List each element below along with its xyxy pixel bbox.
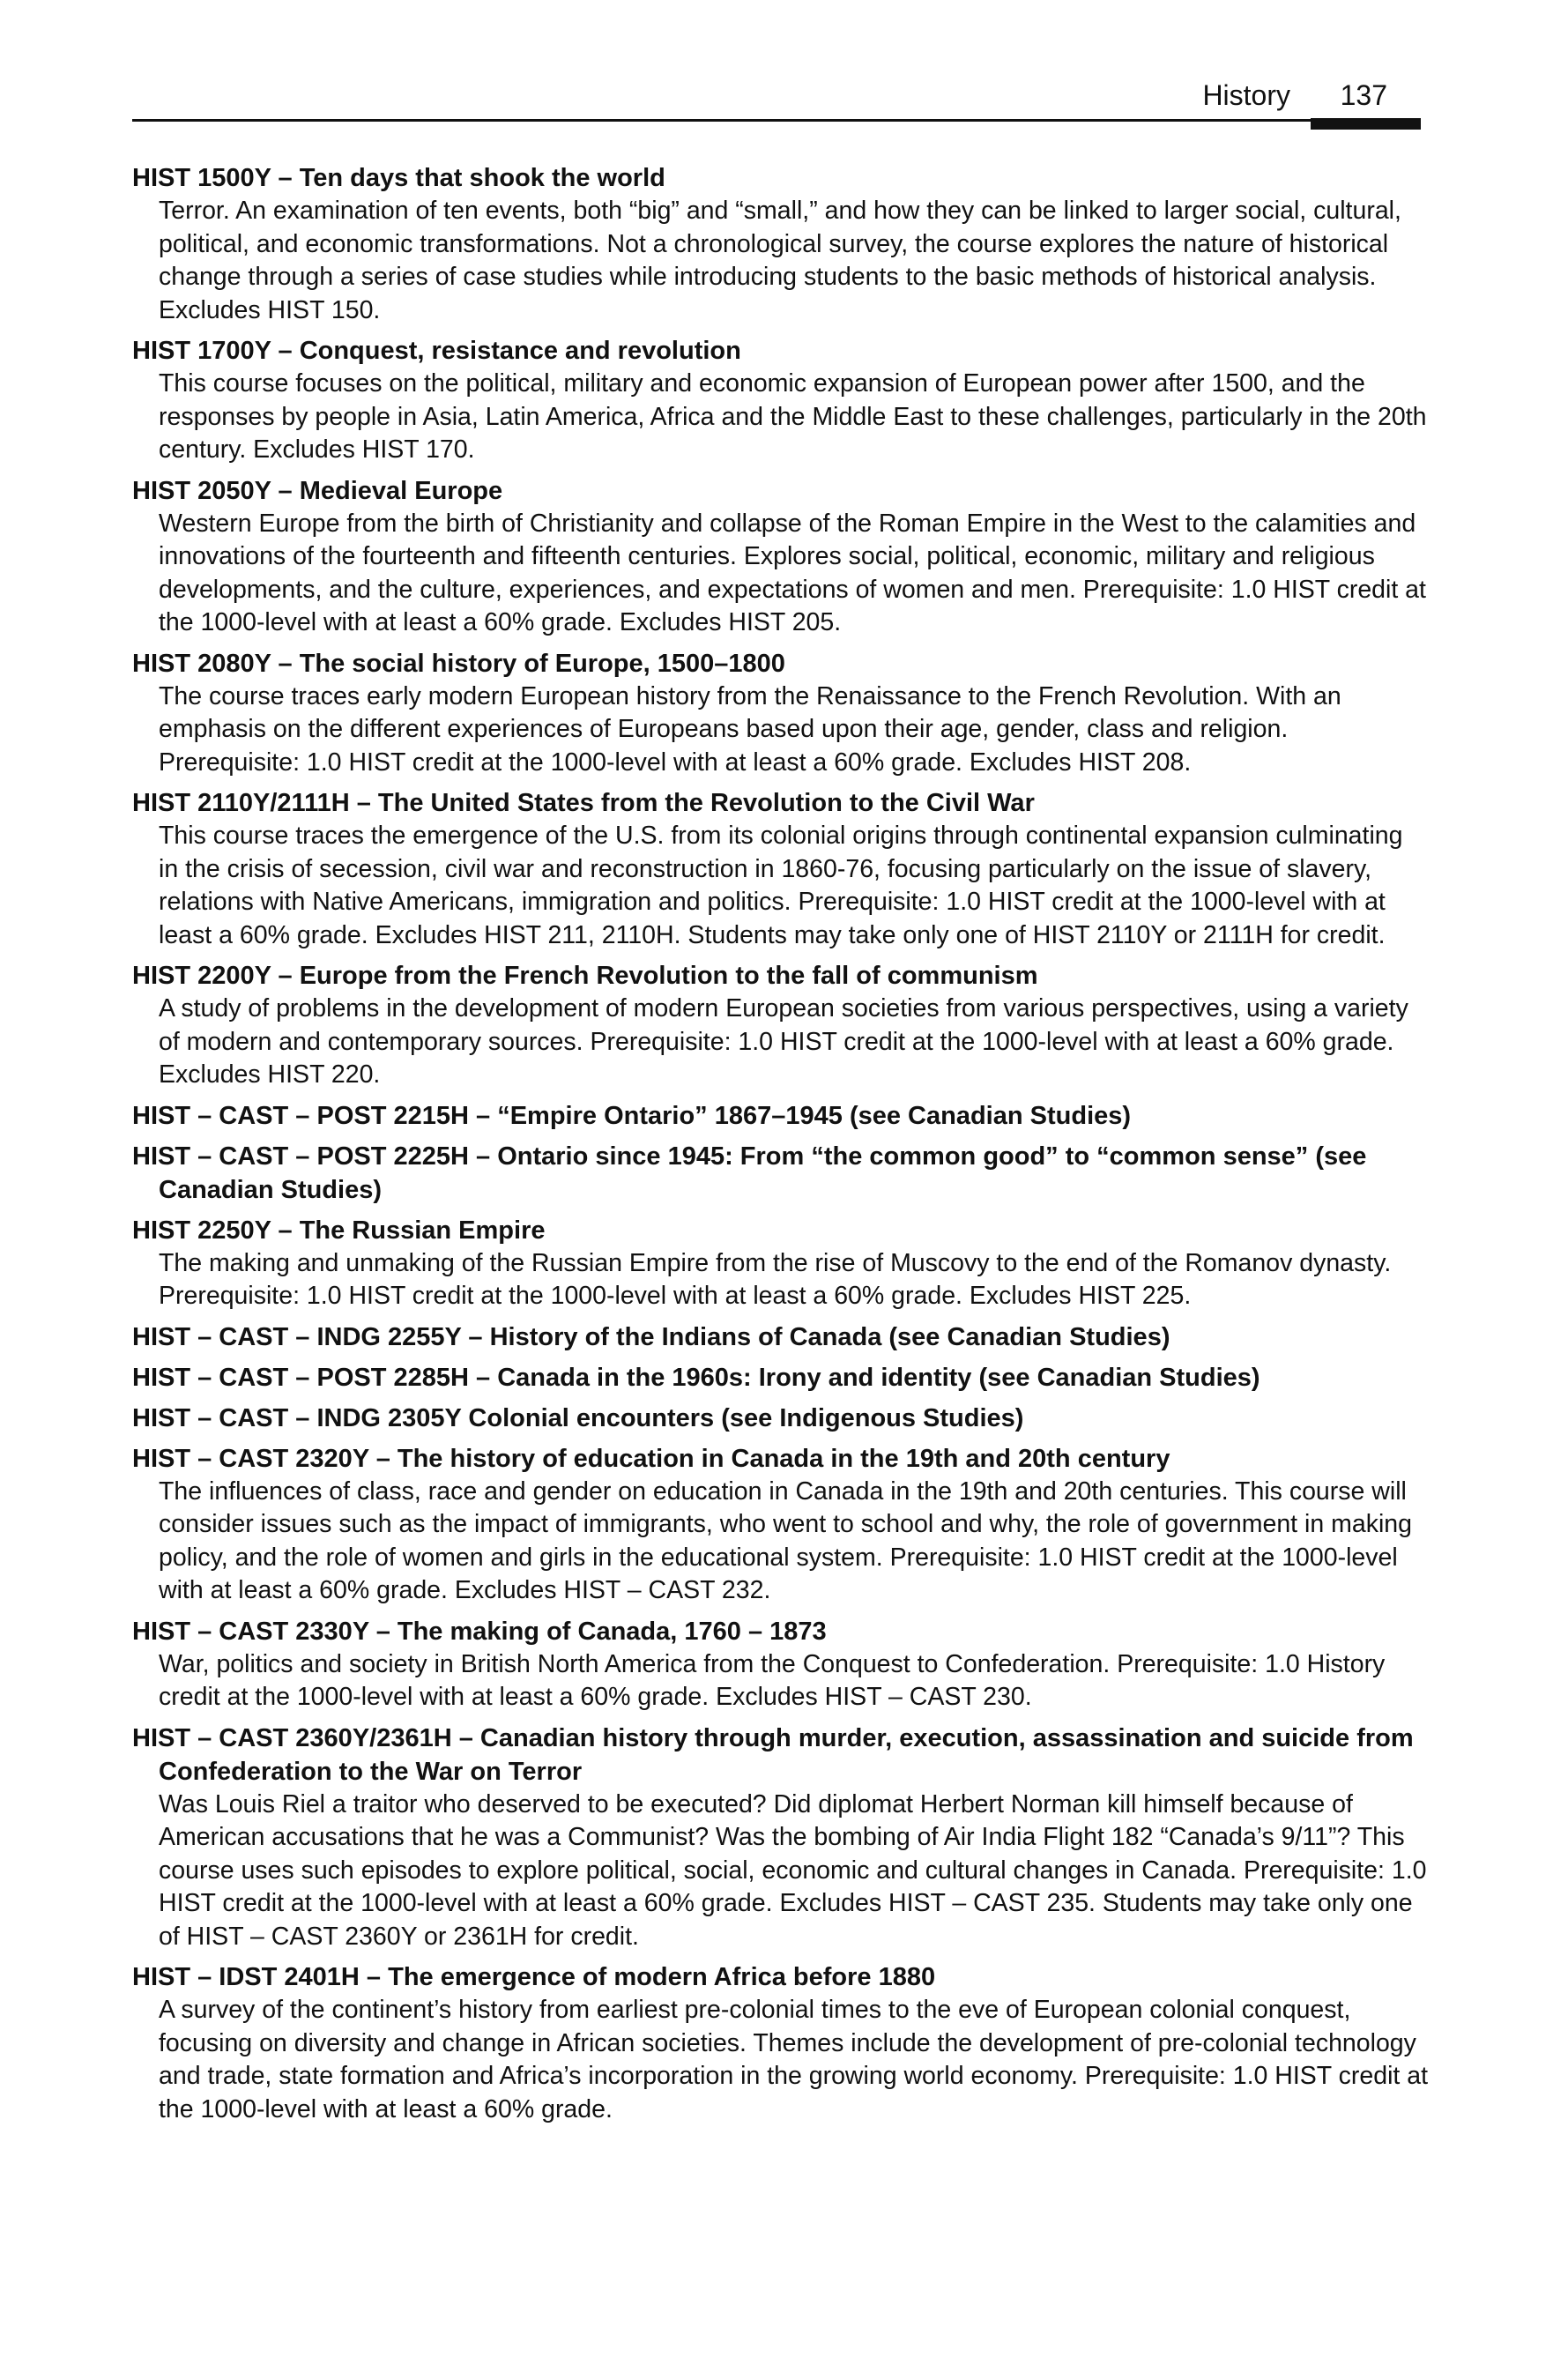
- header-rule: [132, 119, 1421, 122]
- course-entry: [132, 1615, 1428, 1714]
- course-title: HIST 2250Y – The Russian Empire: [132, 1216, 546, 1245]
- course-title: HIST 2110Y/2111H – The United States from the Revolution to the Civil War: [132, 789, 1035, 817]
- course-entry: [132, 1361, 1428, 1395]
- course-description: The making and unmaking of the Russian Empire from the rise of Muscovy to the end of the Romanov dynasty. Prerequisite: 1.0 HIST credit at the 1000-level with at least a 60% grade. Excludes HIST 225.: [159, 1248, 1392, 1310]
- course-title: HIST – CAST 2330Y – The making of Canada, 1760 – 1873: [132, 1617, 827, 1646]
- course-entry: [132, 1214, 1428, 1313]
- course-title: HIST 2200Y – Europe from the French Revolution to the fall of communism: [132, 962, 1038, 990]
- page-header: [132, 78, 1421, 123]
- course-description: This course traces the emergence of the U.S. from its colonial origins through continental expansion culminating in the crisis of secession, civil war and reconstruction in 1860-76, focusing particularly on the issue of slavery, relations with Native Americans, immigration and politics. Prerequisite: 1.0 HIST credit at the 1000-level with at least a 60% grade. Excludes HIST 211, 2110H. Students may take only one of HIST 2110Y or 2111H for credit.: [159, 822, 1403, 949]
- course-title: HIST 1500Y – Ten days that shook the world: [132, 164, 665, 192]
- course-entry: [132, 786, 1428, 952]
- course-title: HIST – CAST – POST 2285H – Canada in the 1960s: Irony and identity (see Canadian Studies): [132, 1363, 1260, 1392]
- course-entry: [132, 1960, 1428, 2126]
- page-tab-marker: [1311, 118, 1421, 130]
- course-description: Was Louis Riel a traitor who deserved to be executed? Did diplomat Herbert Norman kill himself because of American accusations that he was a Communist? Was the bombing of Air India Flight 182 “Canada’s 9/11”? This course uses such episodes to explore political, social, economic and cultural changes in Canada. Prerequisite: 1.0 HIST credit at the 1000-level with at least a 60% grade. Excludes HIST – CAST 235. Students may take only one of HIST – CAST 2360Y or 2361H for credit.: [159, 1789, 1427, 1951]
- course-description: Terror. An examination of ten events, both “big” and “small,” and how they can be linked to larger social, cultural, political, and economic transformations. Not a chronological survey, the course explores the nature of historical change through a series of case studies while introducing students to the basic methods of historical analysis. Excludes HIST 150.: [159, 197, 1401, 324]
- course-title: HIST – CAST – INDG 2305Y Colonial encounters (see Indigenous Studies): [132, 1403, 1024, 1432]
- course-entry: [132, 1320, 1428, 1354]
- course-title: HIST – CAST – POST 2225H – Ontario since 1945: From “the common good” to “common sense” (see Canadian Studies): [132, 1142, 1367, 1204]
- course-description: A survey of the continent’s history from earliest pre-colonial times to the eve of European colonial conquest, focusing on diversity and change in African societies. Themes include the development of pre-colonial technology and trade, state formation and Africa’s incorporation in the growing world economy. Prerequisite: 1.0 HIST credit at the 1000-level with at least a 60% grade.: [159, 1996, 1429, 2123]
- course-entry: [132, 474, 1428, 640]
- course-entry: [132, 334, 1428, 467]
- course-title: HIST 2050Y – Medieval Europe: [132, 476, 503, 505]
- course-entry: [132, 1442, 1428, 1608]
- course-description: The influences of class, race and gender on education in Canada in the 19th and 20th centuries. This course will consider issues such as the impact of immigrants, who went to school and why, the role of government in making policy, and the role of women and girls in the educational system. Prerequisite: 1.0 HIST credit at the 1000-level with at least a 60% grade. Excludes HIST – CAST 232.: [159, 1476, 1412, 1604]
- course-title: HIST – CAST – POST 2215H – “Empire Ontario” 1867–1945 (see Canadian Studies): [132, 1101, 1132, 1130]
- course-entry: [132, 959, 1428, 1092]
- course-entry: [132, 1140, 1428, 1207]
- course-title: HIST 1700Y – Conquest, resistance and revolution: [132, 337, 741, 365]
- section-label: History: [1202, 79, 1290, 111]
- course-title: HIST – CAST – INDG 2255Y – History of the Indians of Canada (see Canadian Studies): [132, 1322, 1170, 1351]
- course-description: War, politics and society in British North America from the Conquest to Confederation. Prerequisite: 1.0 History credit at the 1000-level with at least a 60% grade. Excludes HIST – CAST 230.: [159, 1649, 1386, 1711]
- course-entry: [132, 161, 1428, 327]
- course-description: A study of problems in the development of modern European societies from various perspectives, using a variety of modern and contemporary sources. Prerequisite: 1.0 HIST credit at the 1000-level with at least a 60% grade. Excludes HIST 220.: [159, 994, 1408, 1089]
- course-title: HIST – CAST 2320Y – The history of education in Canada in the 19th and 20th century: [132, 1444, 1170, 1473]
- course-title: HIST 2080Y – The social history of Europe, 1500–1800: [132, 649, 785, 678]
- course-description: This course focuses on the political, military and economic expansion of European power after 1500, and the responses by people in Asia, Latin America, Africa and the Middle East to these challenges, particularly in the 20th century. Excludes HIST 170.: [159, 369, 1427, 464]
- course-description: The course traces early modern European history from the Renaissance to the French Revolution. With an emphasis on the different experiences of Europeans based upon their age, gender, class and religion. Prerequisite: 1.0 HIST credit at the 1000-level with at least a 60% grade. Excludes HIST 208.: [159, 681, 1341, 777]
- course-entry: [132, 647, 1428, 780]
- page-number: 137: [1340, 79, 1387, 111]
- course-entry: [132, 1722, 1428, 1954]
- course-entry: [132, 1099, 1428, 1133]
- course-description: Western Europe from the birth of Christianity and collapse of the Roman Empire in the West to the calamities and innovations of the fourteenth and fifteenth centuries. Explores social, political, economic, military and religious developments, and the culture, experiences, and expectations of women and men. Prerequisite: 1.0 HIST credit at the 1000-level with at least a 60% grade. Excludes HIST 205.: [159, 509, 1426, 636]
- course-title: HIST – IDST 2401H – The emergence of modern Africa before 1880: [132, 1963, 936, 1991]
- course-list: [132, 161, 1428, 2133]
- course-entry: [132, 1402, 1428, 1435]
- course-title: HIST – CAST 2360Y/2361H – Canadian history through murder, execution, assassination and suicide from Confederation to the War on Terror: [132, 1723, 1414, 1786]
